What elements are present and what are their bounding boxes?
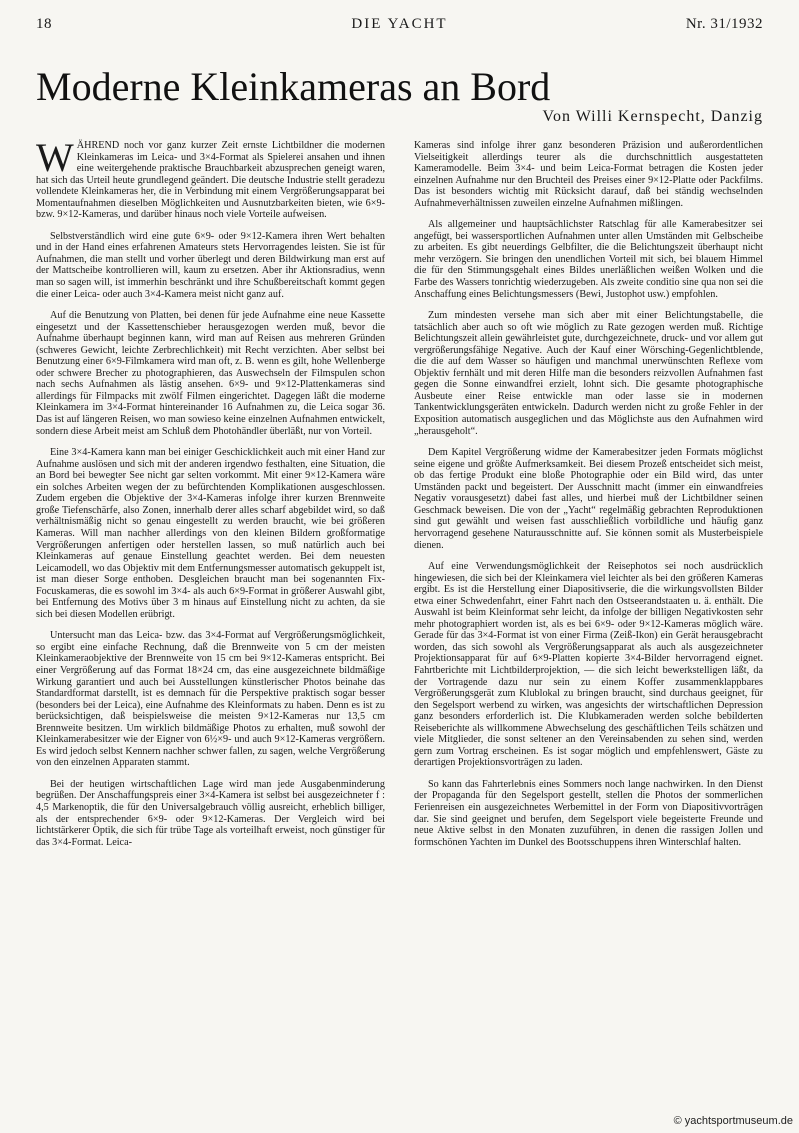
page-number: 18 (36, 16, 52, 32)
watermark: © yachtsportmuseum.de (673, 1115, 793, 1127)
paragraph: Kameras sind infolge ihrer ganz besonderen Präzision und außerordentlichen Vielseitigkeit allerdings teurer als die durchschnittlich ausgestatteten Kameramodelle. Beim 3×4- und beim Leica-Format betragen die Kosten jeder einzelnen Aufnahme nur den Bruchteil des Preises einer 9×12-Platte oder Packfilms. Das ist besonders wichtig mit Rücksicht darauf, daß bei ständig wechselnden Aufnahmeverhältnissen zuweilen einzelne Aufnahmen mißlingen. (414, 140, 763, 209)
paragraph: Eine 3×4-Kamera kann man bei einiger Geschicklichkeit auch mit einer Hand zur Aufnahme auslösen und sich mit der anderen irgendwo festhalten, eine Situation, die an Bord bei bewegter See nicht gar selten vorkommt. Mit einer 9×12-Kamera wäre ein solches Arbeiten wegen der zu befürchtenden Komplikationen ausgeschlossen. Zudem ergeben die Objektive der 3×4-Kameras infolge ihrer kurzen Brennweite große Tiefenschärfe, also Zonen, innerhalb derer alles scharf abgebildet wird, so daß verhältnismäßig nicht so genau eingestellt zu werden braucht, wie bei größeren Kameras. Will man nachher allerdings von den kleinen Bildern großformatige Vergrößerungen anfertigen oder herstellen lassen, so muß natürlich auch bei Kleinkameras auf genaue Einstellung geachtet werden. Bei dem neuesten Leicamodell, wo das Objektiv mit dem Entfernungsmesser automatisch gekuppelt ist, ist man dieser Sorge enthoben. Desgleichen braucht man bei sogenannten Fix-Focuskameras, die es sowohl im 3×4- als auch 6×9-Format in größerer Auswahl gibt, bei Entfernung des Motivs über 3 m hinaus auf Einstellung nicht zu achten, da sie sich bei diesen Modellen erübrigt. (36, 447, 385, 620)
paragraph: WÄHREND noch vor ganz kurzer Zeit ernste Lichtbildner die modernen Kleinkameras im Leica- und 3×4-Format als Spielerei ansahen und ihnen eine weitergehende praktische Brauchbarkeit abzusprechen geneigt waren, hat sich das Urteil heute grundlegend geändert. Die deutsche Industrie stellt geradezu vollendete Kleinkameras her, die in Verbindung mit einem Vergrößerungsapparat bei Momentaufnahmen dieselben Möglichkeiten und Ausnutzbarkeiten bieten, wie 6×9- bzw. 9×12-Kameras, und darüber hinaus noch viele Vorteile aufweisen. (36, 135, 385, 221)
drop-cap: W (36, 135, 74, 180)
paragraph: Untersucht man das Leica- bzw. das 3×4-Format auf Vergrößerungsmöglichkeit, so ergibt eine einfache Rechnung, daß die Brennweite von 5 cm der meisten Kleinkameraobjektive der Brennweite von 15 cm bei 9×12-Kameras entspricht. Bei einer Vergrößerung auf das Format 18×24 cm, das eine ausgezeichnete bildmäßige Wirkung garantiert und auch bei Ausstellungen künstlerischer Photos beinahe das Standardformat darstellt, ist es demnach für die Perspektive praktisch sogar besser (besonders bei der Leica), eine Aufnahme des Kleinformats zu haben. Denn es ist zu berücksichtigen, daß beispielsweise die meisten 9×12-Kameras nur 13,5 cm Brennweite besitzen. Um wirklich bildmäßige Photos zu erhalten, muß sowohl der Kleinkamerabesitzer wie der Eigner von 6½×9- und auch 9×12-Kameras vergrößern. Es wird jedoch selbst Kennern nachher schwer fallen, zu sagen, welche Vergrößerung von den einzelnen Apparaten stammt. (36, 630, 385, 769)
paragraph: Auf eine Verwendungsmöglichkeit der Reisephotos sei noch ausdrücklich hingewiesen, die sich bei der Kleinkamera viel leichter als bei den größeren Kameras ergibt. Es ist die Herstellung einer Diapositivserie, die die wirkungsvollsten Bilder etwa einer Schwedenfahrt, einer Fahrt nach den Ostseerandstaaten u. ä. enthält. Die Auswahl ist beim Kleinformat sehr leicht, da infolge der billigen Negativkosten sehr mehr photographiert worden ist, als es bei 6×9- oder 9×12-Kameras möglich wäre. Gerade für das 3×4-Format ist von einer Firma (Zeiß-Ikon) ein Gerät herausgebracht worden, das sich sowohl als Vergrößerungsapparat als auch als ausgezeichneter Projektionsapparat für auf 6×9-Platten kopierte 3×4-Bilder hervorragend eignet. Fahrtberichte mit Lichtbilderprojektion, — die sich leicht bewerkstelligen läßt, da der Vortragende dazu nur sein zu einem Koffer zusammenklappbares Vergrößerungsgerät zum Klublokal zu bringen braucht, sind durchaus geeignet, für den Segelsport werbend zu wirken, was angesichts der wirtschaftlichen Depression ganz besonders erforderlich ist. Die Klubkameraden werden solche bebilderten Reiseberichte als willkommene Abwechselung des geschäftlichen Teils schätzen und viele Mitglieder, die sonst seltener an den Vereinsabenden zu sehen sind, werden gern zum Vortrag erscheinen. Es ist sogar möglich und empfehlenswert, Gäste zu derartigen Projektionsvorträgen zu laden. (414, 561, 763, 769)
right-column (414, 140, 763, 1100)
left-column (36, 135, 385, 1100)
paragraph: Als allgemeiner und hauptsächlichster Ratschlag für alle Kamerabesitzer sei angefügt, bei wassersportlichen Aufnahmen unter allen Umständen mit Gelbscheibe zu arbeiten. Es gibt neuerdings Gelbfilter, die die Belichtungszeit überhaupt nicht mehr verzögern. Sie bringen den unendlichen Vorteil mit sich, bei blauem Himmel die für den Stimmungsgehalt eines Bildes unerläßlichen weißen Wolken und die Farbe des Wassers tonrichtig wiederzugeben. Als zweite conditio sine qua non sei die Anschaffung eines Belichtungsmessers (Bewi, Justophot usw.) empfohlen. (414, 219, 763, 300)
paragraph: Bei der heutigen wirtschaftlichen Lage wird man jede Ausgabenminderung begrüßen. Der Anschaffungspreis einer 3×4-Kamera ist selbst bei ausgezeichneter f : 4,5 Markenoptik, die für den Universalgebrauch völlig ausreicht, erheblich billiger, als der entsprechender 6×9- oder 9×12-Kameras. Der Vergleich wird bei lichtstärkerer Optik, die sich für trübe Tage als vorteilhaft erweist, noch günstiger für das 3×4-Format. Leica- (36, 778, 385, 848)
paragraph: Selbstverständlich wird eine gute 6×9- oder 9×12-Kamera ihren Wert behalten und in der Hand eines erfahrenen Amateurs stets Hervorragendes leisten. Sie ist für Aufnahmen, die man stellt und vorher überlegt und deren Bildwirkung man erst auf der Mattscheibe kontrollieren will, kaum zu ersetzen. Aber ihr Aktionsradius, wenn man so sagen will, ist immerhin beschränkt und ihre Schußbereitschaft kommt gegen die einer Leica- oder auch 3×4-Kamera meist nicht ganz auf. (36, 230, 385, 300)
paragraph: Zum mindesten versehe man sich aber mit einer Belichtungstabelle, die tatsächlich aber auch so oft wie möglich zu Rate gezogen werden muß. Richtige Belichtungszeit allein gewährleistet gute, durchgezeichnete, druck- und vor allem gut vergrößerungsfähige Negative. Auch der Kauf einer Wörsching-Gegenlichtblende, die die auf dem Wasser so häufigen und manchmal unerwünschten Reflexe vom Objektiv fernhält und mit deren Hilfe man die besonders reizvollen Aufnahmen fast gegen die Sonne einwandfrei erzielt, lohnt sich. Die gesamte photographische Ausbeute einer Reise entwickle man oder lasse sie in modernen Tankentwicklungsgeräten entwickeln. Dadurch werden nicht zu große Fehler in der Exposition automatisch ausgeglichen und das Möglichste aus den Aufnahmen wird „herausgeholt“. (414, 310, 763, 437)
paragraph: Auf die Benutzung von Platten, bei denen für jede Aufnahme eine neue Kassette eingesetzt und der Kassettenschieber herausgezogen werden muß, bevor die Aufnahme überhaupt beginnen kann, wird man auf Reisen aus mehreren Gründen (schweres Gewicht, leichte Zerbrechlichkeit) mit Recht verzichten. Aber selbst bei Benutzung einer 6×9-Filmkamera wird man oft, z. B. wenn es gilt, hohe Wellenberge oder schwere Brecher zu photographieren, das Auswechseln der Filmspulen schon nach sechs Aufnahmen als lästig ansehen. 6×9- und 9×12-Plattenkameras sind allerdings für Filmpacks mit zwölf Filmen eingerichtet. Dagegen läßt die moderne Kleinkamera im 3×4-Format hintereinander 16 Aufnahmen zu, die Leica sogar 36. Das ist auf längeren Reisen, wo man sowieso keine einzelnen Aufnahmen entwickelt, sondern diese Arbeit meist am Schluß dem Photohändler überläßt, nur von Vorteil. (36, 310, 385, 437)
article-title: Moderne Kleinkameras an Bord (36, 64, 551, 109)
page-header (36, 16, 763, 36)
paragraph: Dem Kapitel Vergrößerung widme der Kamerabesitzer jeden Formats möglichst seine eigene und größte Aufmerksamkeit. Bei diesem Prozeß entscheidet sich meist, ob das fertige Produkt eine bloße Photographie oder ein Bild wird, das unter Umständen packt und begeistert. Der Ausschnitt macht (immer ein einwandfreies Negativ vorausgesetzt) dabei fast alles, und hierbei muß der Lichtbildner seinen Geschmack beweisen. Die von der „Yacht“ regelmäßig gebrachten Reproduktionen sind gut gewählt und weisen fast ausschließlich vorbildliche und häufig ganz hervorragend gesehene Naturausschnitte auf. Sie können somit als Musterbeispiele dienen. (414, 447, 763, 551)
paragraph: So kann das Fahrterlebnis eines Sommers noch lange nachwirken. In den Dienst der Propaganda für den Segelsport gestellt, stellen die Photos der sommerlichen Ferienreisen ein ausgezeichnetes Werbemittel in der Form von Diapositivvorträgen dar. Sie sind geeignet und berufen, dem Segelsport viele begeisterte Freunde und neue Aktive selbst in den Monaten zuzuführen, in denen die rassigen Jollen und formschönen Yachten im Dunkel des Bootsschuppens ihren Winterschlaf halten. (414, 778, 763, 848)
journal-title: DIE YACHT (351, 16, 448, 32)
article-author: Von Willi Kernspecht, Danzig (542, 108, 763, 125)
issue-number: Nr. 31/1932 (685, 16, 763, 32)
